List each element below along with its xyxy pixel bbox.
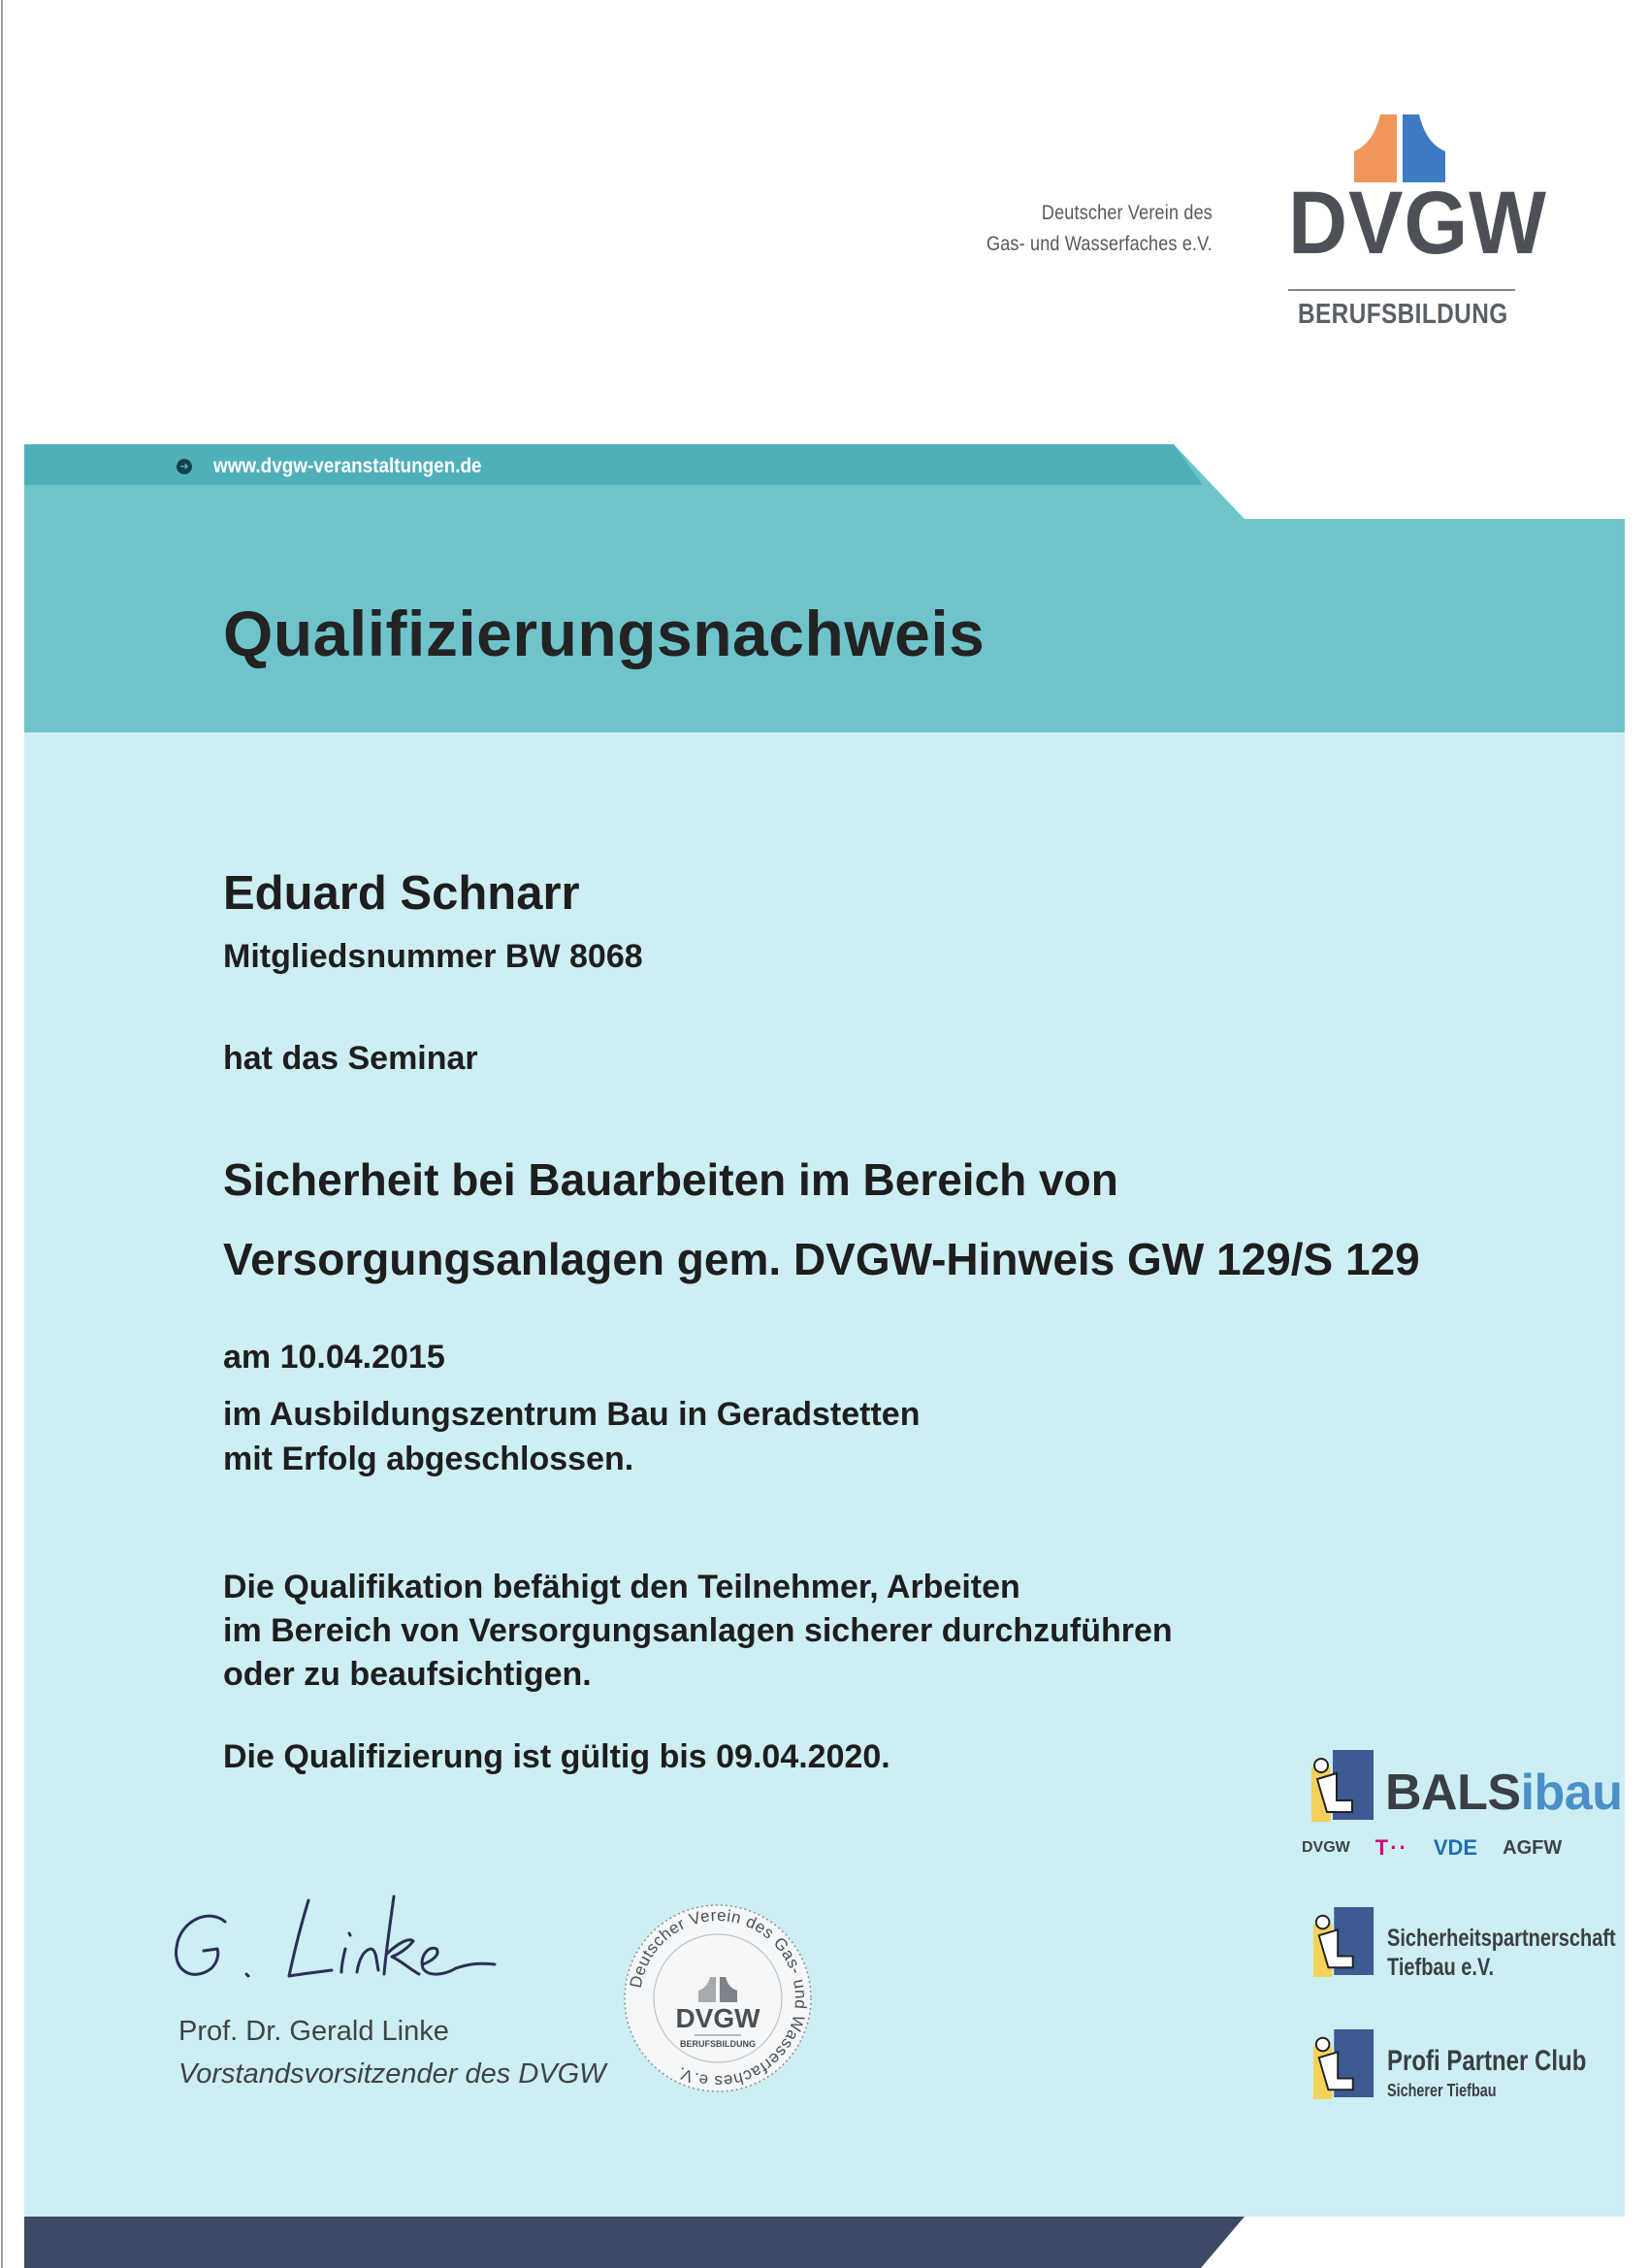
dvgw-logo-mark <box>1278 107 1521 184</box>
balsibau-bold: BALS <box>1385 1765 1521 1821</box>
website-link[interactable]: www.dvgw-veranstaltungen.de <box>213 455 482 477</box>
qualification-line2: im Bereich von Versorgungsanlagen sicherer durchzuführen <box>223 1612 1173 1649</box>
seminar-date: am 10.04.2015 <box>223 1339 445 1376</box>
partner-dvgw-logo: DVGW <box>1302 1839 1350 1856</box>
profi-partner-club-icon <box>1310 2025 1377 2101</box>
org-name-line2: Gas- und Wasserfaches e.V. <box>986 233 1212 255</box>
sicherheitspartnerschaft-line2: Tiefbau e.V. <box>1387 1954 1495 1981</box>
partner-agfw-logo: AGFW <box>1503 1836 1563 1859</box>
dvgw-logo-text: DVGW <box>1288 174 1547 273</box>
qualification-line1: Die Qualifikation befähigt den Teilnehmer, Arbeiten <box>223 1569 1020 1605</box>
logo-divider <box>1288 289 1515 291</box>
intro-text: hat das Seminar <box>223 1040 478 1077</box>
seal-ring-text: Deutscher Verein des Gas- und Wasserfaches e.V. <box>626 1905 811 2091</box>
sicherheitspartnerschaft-icon <box>1310 1903 1377 1979</box>
validity-statement: Die Qualifizierung ist gültig bis 09.04.2020. <box>223 1738 890 1775</box>
handwritten-signature <box>165 1887 534 2013</box>
org-name-line1: Deutscher Verein des <box>1041 202 1212 224</box>
seal-logo-subtitle: BERUFSBILDUNG <box>680 2039 756 2049</box>
partner-telekom-logo: T·· <box>1374 1835 1408 1860</box>
seal-logo-text: DVGW <box>675 2003 760 2033</box>
balsibau-logo-text <box>1385 1764 1622 1822</box>
partner-vde-logo: VDE <box>1433 1835 1478 1860</box>
participant-name: Eduard Schnarr <box>223 867 580 920</box>
balsibau-icon <box>1308 1746 1377 1824</box>
dvgw-logo-subtitle: BERUFSBILDUNG <box>1298 299 1508 330</box>
partner-logos-row <box>1302 1835 1562 1861</box>
sicherheitspartnerschaft-line1: Sicherheitspartnerschaft <box>1387 1925 1616 1952</box>
member-number: Mitgliedsnummer BW 8068 <box>223 938 643 975</box>
qualification-line3: oder zu beaufsichtigen. <box>223 1656 592 1693</box>
signatory-name: Prof. Dr. Gerald Linke <box>178 2016 449 2047</box>
seminar-title-line1: Sicherheit bei Bauarbeiten im Bereich von <box>223 1154 1118 1205</box>
balsibau-light: ibau <box>1520 1765 1623 1821</box>
qualification-statement <box>223 1566 1173 1697</box>
profi-partner-club-line1: Profi Partner Club <box>1387 2045 1587 2077</box>
signatory-role: Vorstandsvorsitzender des DVGW <box>178 2058 606 2090</box>
seminar-title <box>223 1140 1420 1299</box>
website-row <box>177 451 511 482</box>
profi-partner-club-line2: Sicherer Tiefbau <box>1387 2081 1497 2100</box>
seminar-title-line2: Versorgungsanlagen gem. DVGW-Hinweis GW 129/S 129 <box>223 1234 1420 1284</box>
seminar-location <box>223 1392 920 1481</box>
certificate-title: Qualifizierungsnachweis <box>223 598 986 669</box>
location-line2: mit Erfolg abgeschlossen. <box>223 1441 634 1477</box>
dvgw-seal <box>621 1901 815 2095</box>
location-line1: im Ausbildungszentrum Bau in Geradstetten <box>223 1396 921 1433</box>
circle-arrow-icon: ➜ <box>177 459 192 474</box>
organization-name <box>912 198 1212 260</box>
